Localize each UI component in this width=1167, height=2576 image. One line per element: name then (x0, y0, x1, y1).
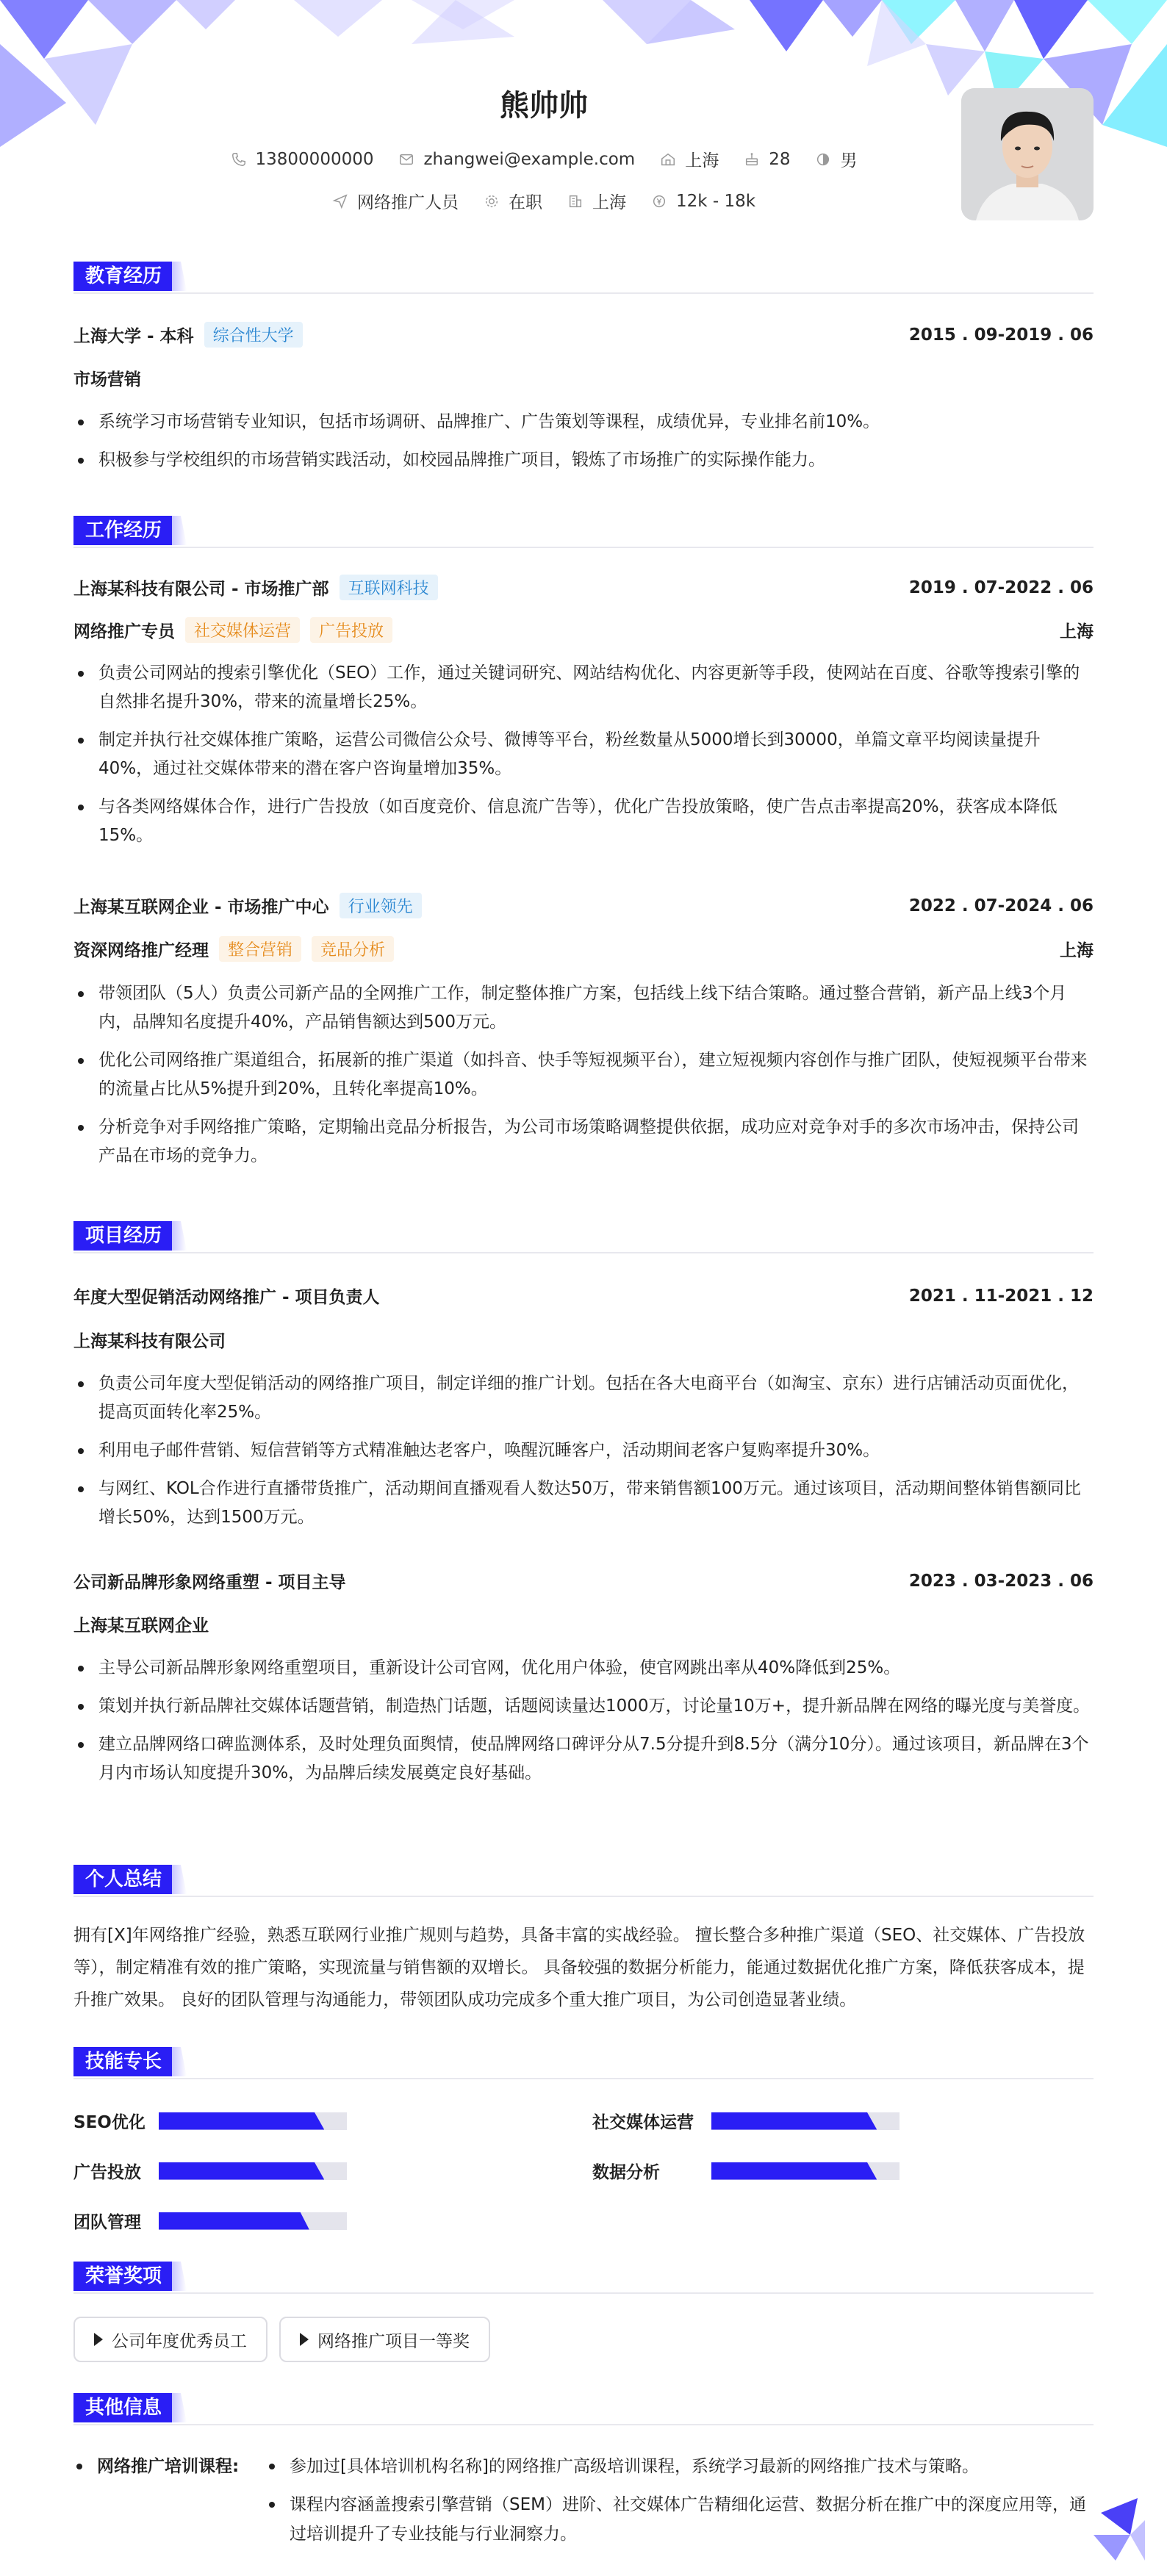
other-info-label: 网络推广培训课程: (73, 2452, 239, 2481)
list-item: 主导公司新品牌形象网络重塑项目，重新设计公司官网，优化用户体验，使官网跳出率从40%降低到25%。 (73, 1654, 1094, 1683)
salary-text: 12k - 18k (675, 191, 756, 211)
city-text: 上海 (685, 151, 719, 170)
list-item: 策划并执行新品牌社交媒体话题营销，制造热门话题，话题阅读量达1000万，讨论量10万+，提升新品牌在网络的曝光度与美誉度。 (73, 1692, 1094, 1721)
age-item (744, 150, 790, 169)
skill-name: 团队管理 (73, 2213, 141, 2232)
project-title: 年度大型促销活动网络推广 - 项目负责人 (73, 1288, 380, 1307)
section-label: 其他信息 (73, 2393, 173, 2422)
project-company-row (73, 1612, 1094, 1636)
yen-coin-icon (651, 193, 667, 209)
gender-icon (815, 151, 831, 168)
work-role-row (73, 617, 1094, 643)
skill-bar-fill (159, 2212, 309, 2230)
section-divider (73, 2292, 1094, 2294)
list-item: 与各类网络媒体合作，进行广告投放（如百度竞价、信息流广告等），优化广告投放策略，使广告点击率提高20%，获客成本降低15%。 (73, 793, 1094, 850)
section-label: 荣誉奖项 (73, 2262, 173, 2291)
salary-item (651, 192, 755, 211)
list-item: 与网红、KOL合作进行直播带货推广，活动期间直播观看人数达50万，带来销售额100万元。通过该项目，活动期间整体销售额同比增长50%，达到1500万元。 (73, 1475, 1094, 1532)
skill-item (592, 2109, 900, 2133)
skills-section-title (73, 2047, 1094, 2079)
skill-bar (159, 2212, 347, 2230)
role-tag: 广告投放 (310, 617, 392, 643)
cake-icon (744, 151, 760, 168)
company-name: 上海某互联网企业 - 市场推广中心 (73, 898, 329, 917)
work-location: 上海 (1060, 941, 1094, 960)
skill-item (73, 2159, 347, 2183)
award-chip (279, 2317, 490, 2362)
skill-item (73, 2209, 347, 2233)
project-title: 公司新品牌形象网络重塑 - 项目主导 (73, 1573, 346, 1592)
send-icon (332, 193, 348, 209)
section-label: 项目经历 (73, 1221, 173, 1251)
work-city-text: 上海 (592, 193, 626, 212)
building-icon (567, 193, 584, 209)
gender-item (815, 147, 857, 171)
school-name: 上海大学 - 本科 (73, 327, 194, 346)
section-divider (73, 292, 1094, 294)
skill-name: 社交媒体运营 (592, 2113, 694, 2132)
status-text: 在职 (508, 193, 542, 212)
skill-bar (159, 2162, 347, 2180)
skill-bar (711, 2112, 900, 2130)
list-item: 课程内容涵盖搜索引擎营销（SEM）进阶、社交媒体广告精细化运营、数据分析在推广中的深度应用等，通过培训提升了专业技能与行业洞察力。 (265, 2490, 1094, 2549)
role-tag: 社交媒体运营 (185, 617, 300, 643)
work-city-item (567, 189, 626, 213)
awards-list (73, 2317, 490, 2362)
corner-decoration (1086, 2491, 1145, 2564)
list-item: 建立品牌网络口碑监测体系，及时处理负面舆情，使品牌网络口碑评分从7.5分提升到8.5分（满分10分）。通过该项目，新品牌在3个月内市场认知度提升30%，为品牌后续发展奠定良好基础。 (73, 1730, 1094, 1788)
awards-section-title (73, 2262, 1094, 2294)
work-bullets (73, 659, 1094, 860)
major-name: 市场营销 (73, 370, 141, 389)
skill-name: 广告投放 (73, 2163, 141, 2182)
play-arrow-icon (94, 2333, 103, 2346)
project-company: 上海某互联网企业 (73, 1616, 209, 1636)
project-bullets (73, 1654, 1094, 1797)
education-date: 2015 . 09-2019 . 06 (908, 325, 1094, 345)
summary-section-title (73, 1865, 1094, 1897)
work-date: 2022 . 07-2024 . 06 (908, 896, 1094, 915)
list-item: 分析竞争对手网络推广策略，定期输出竞品分析报告，为公司市场策略调整提供依据，成功应对竞争对手的多次市场冲击，保持公司产品在市场的竞争力。 (73, 1113, 1094, 1170)
section-divider (73, 547, 1094, 548)
section-title-decoration (172, 2393, 187, 2422)
section-title-decoration (172, 2262, 187, 2291)
skill-bar (711, 2162, 900, 2180)
phone-item (231, 150, 374, 169)
section-label: 技能专长 (73, 2047, 173, 2076)
position-item (332, 189, 459, 213)
home-icon (660, 151, 676, 168)
list-item: 积极参与学校组织的市场营销实践活动，如校园品牌推广项目，锻炼了市场推广的实际操作能力。 (73, 446, 1094, 475)
city-item (660, 147, 719, 171)
project-header-row (73, 1284, 1094, 1308)
avatar-portrait (961, 88, 1094, 220)
status-item (484, 189, 542, 213)
work-location: 上海 (1060, 622, 1094, 641)
phone-icon (231, 151, 247, 168)
education-bullets (73, 408, 1094, 484)
email-text: zhangwei@example.com (423, 149, 636, 169)
education-major-row (73, 366, 1094, 390)
project-company: 上海某科技有限公司 (73, 1332, 226, 1351)
list-item: 系统学习市场营销专业知识，包括市场调研、品牌推广、广告策划等课程，成绩优异，专业排名前10%。 (73, 408, 1094, 436)
section-label: 教育经历 (73, 262, 173, 291)
other-section-title (73, 2393, 1094, 2425)
work-section-title (73, 516, 1094, 548)
role-tag: 竞品分析 (312, 936, 394, 962)
project-company-row (73, 1328, 1094, 1352)
contact-line-1 (0, 147, 1088, 171)
company-tag: 互联网科技 (340, 575, 438, 600)
award-label: 网络推广项目一等奖 (317, 2331, 470, 2351)
skill-name: 数据分析 (592, 2163, 660, 2182)
section-title-decoration (172, 1221, 187, 1251)
candidate-name: 熊帅帅 (500, 89, 588, 123)
work-bullets (73, 979, 1094, 1180)
award-label: 公司年度优秀员工 (112, 2331, 247, 2351)
email-item (398, 150, 635, 169)
gear-icon (484, 193, 500, 209)
skill-bar-fill (159, 2162, 324, 2180)
role-name: 网络推广专员 (73, 622, 175, 641)
role-tag: 整合营销 (219, 936, 301, 962)
list-item: 制定并执行社交媒体推广策略，运营公司微信公众号、微博等平台，粉丝数量从5000增长到30000，单篇文章平均阅读量提升40%，通过社交媒体带来的潜在客户咨询量增加35%。 (73, 726, 1094, 783)
section-title-decoration (172, 516, 187, 545)
award-chip (73, 2317, 267, 2362)
age-text: 28 (769, 149, 791, 169)
list-item: 优化公司网络推广渠道组合，拓展新的推广渠道（如抖音、快手等短视频平台），建立短视频内容创作与推广团队，使短视频平台带来的流量占比从5%提升到20%，且转化率提高10%。 (73, 1046, 1094, 1104)
avatar (961, 88, 1094, 220)
work-date: 2019 . 07-2022 . 06 (908, 578, 1094, 597)
section-divider (73, 2078, 1094, 2079)
contact-line-2 (0, 189, 1088, 213)
position-text: 网络推广人员 (356, 193, 459, 212)
list-item: 带领团队（5人）负责公司新产品的全网推广工作，制定整体推广方案，包括线上线下结合策略。通过整合营销，新产品上线3个月内，品牌知名度提升40%，产品销售额达到500万元。 (73, 979, 1094, 1037)
project-date: 2023 . 03-2023 . 06 (908, 1571, 1094, 1591)
section-divider (73, 1252, 1094, 1253)
skill-bar-fill (159, 2112, 324, 2130)
list-item: 负责公司网站的搜索引擎优化（SEO）工作，通过关键词研究、网站结构优化、内容更新等手段，使网站在百度、谷歌等搜索引擎的自然排名提升30%，带来的流量增长25%。 (73, 659, 1094, 716)
skill-item (592, 2159, 900, 2183)
other-info-list (265, 2452, 1094, 2558)
section-label: 个人总结 (73, 1865, 173, 1894)
work-header-row (73, 893, 1094, 918)
project-date: 2021 . 11-2021 . 12 (908, 1286, 1094, 1306)
work-role-row (73, 936, 1094, 962)
role-name: 资深网络推广经理 (73, 941, 209, 960)
phone-text: 13800000000 (255, 149, 374, 169)
section-title-decoration (172, 1865, 187, 1894)
mail-icon (398, 151, 414, 168)
section-title-decoration (172, 2047, 187, 2076)
skill-bar-fill (711, 2112, 877, 2130)
project-header-row (73, 1569, 1094, 1593)
skill-bar-fill (711, 2162, 877, 2180)
section-label: 工作经历 (73, 516, 173, 545)
skill-bar (159, 2112, 347, 2130)
summary-text: 拥有[X]年网络推广经验，熟悉互联网行业推广规则与趋势，具备丰富的实战经验。 擅长整合多种推广渠道（SEO、社交媒体、广告投放等），制定精准有效的推广策略，实现流量与销售额的双增长。 具备较强的数据分析能力，能通过数据优化推广方案，降低获客成本，提升推广效果。 良好的团队管理与沟通能力，带领团队成功完成多个重大推广项目，为公司创造显著业绩。 (73, 1926, 1085, 2010)
play-arrow-icon (300, 2333, 309, 2346)
school-tag: 综合性大学 (204, 322, 303, 348)
company-name: 上海某科技有限公司 - 市场推广部 (73, 580, 329, 599)
skill-item (73, 2109, 347, 2133)
projects-section-title (73, 1221, 1094, 1253)
skill-name: SEO优化 (73, 2113, 146, 2132)
list-item: 参加过[具体培训机构名称]的网络推广高级培训课程，系统学习最新的网络推广技术与策略。 (265, 2452, 1094, 2481)
project-bullets (73, 1370, 1094, 1541)
work-header-row (73, 575, 1094, 600)
education-header-row (73, 322, 1094, 348)
company-tag: 行业领先 (340, 893, 422, 918)
section-title-decoration (172, 262, 187, 291)
section-divider (73, 2424, 1094, 2425)
section-divider (73, 1896, 1094, 1897)
education-section-title (73, 262, 1094, 294)
list-item: 利用电子邮件营销、短信营销等方式精准触达老客户，唤醒沉睡客户，活动期间老客户复购率提升30%。 (73, 1436, 1094, 1465)
list-item: 负责公司年度大型促销活动的网络推广项目，制定详细的推广计划。包括在各大电商平台（如淘宝、京东）进行店铺活动页面优化，提高页面转化率25%。 (73, 1370, 1094, 1427)
gender-text: 男 (840, 151, 858, 170)
